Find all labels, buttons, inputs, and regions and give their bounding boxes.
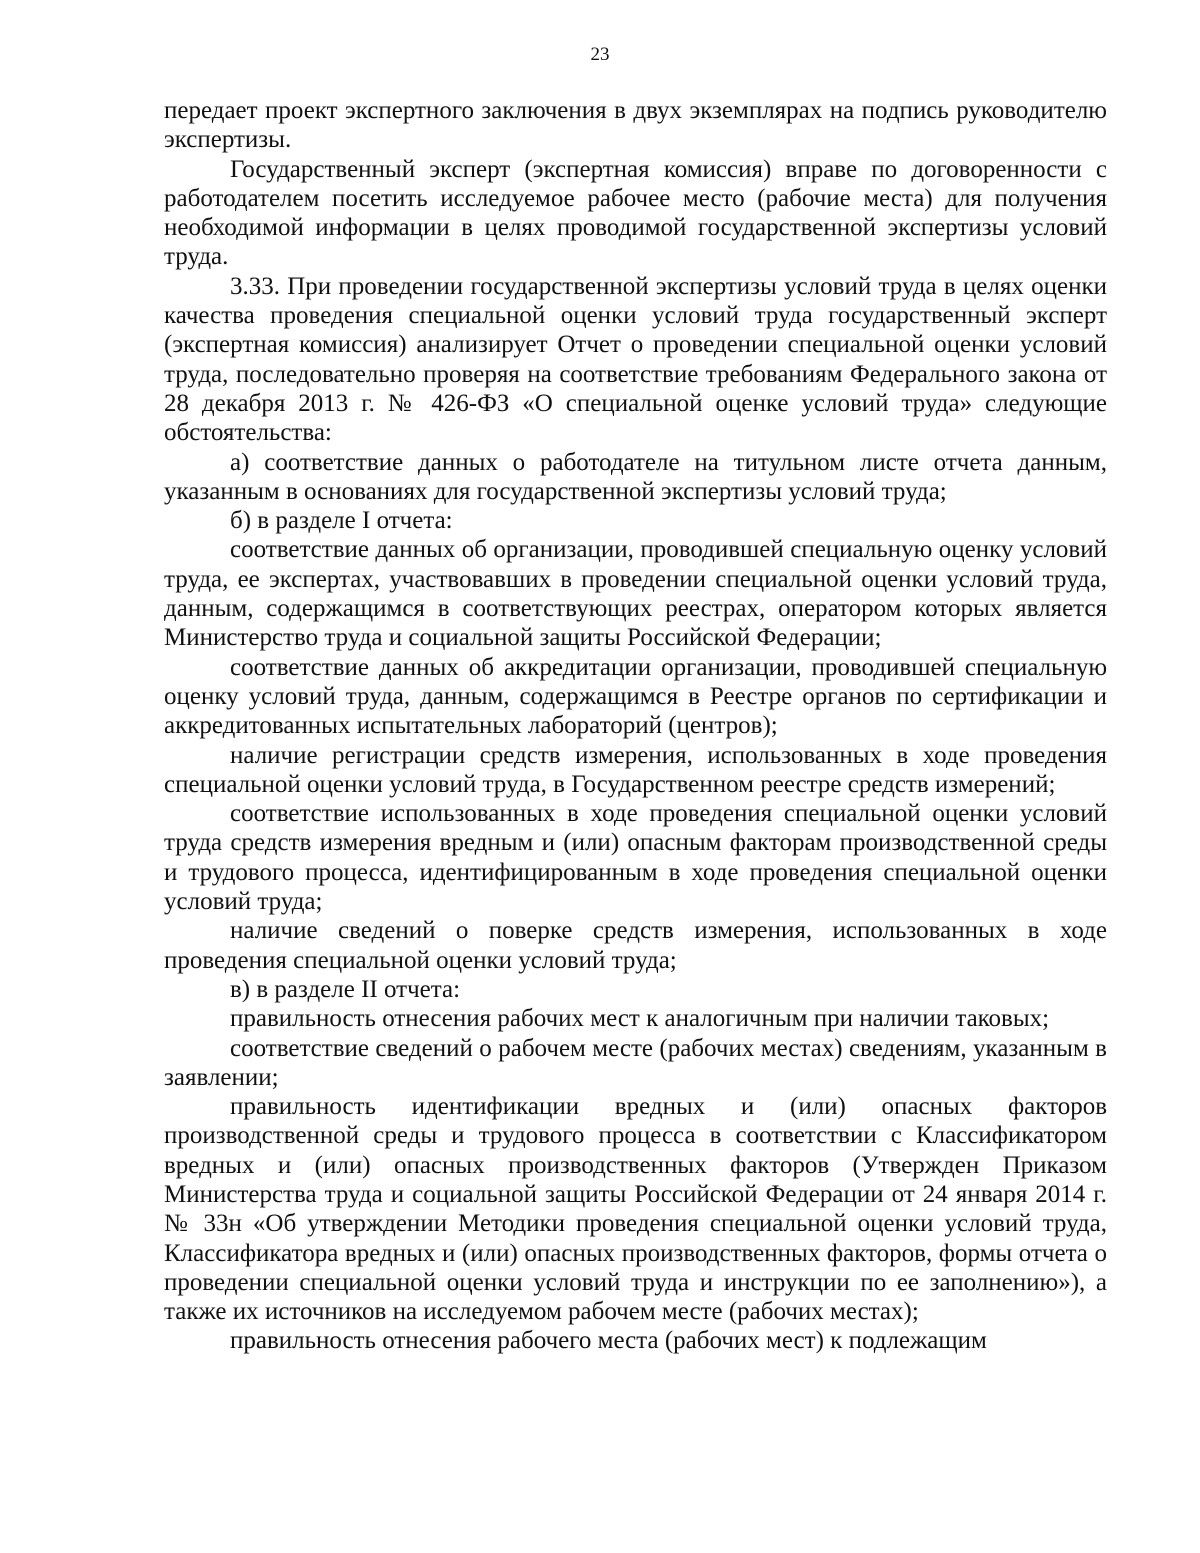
paragraph-registration: наличие регистрации средств измерения, использованных в ходе проведения специальной оценки условий труда, в Государственном реестре средств измерений; bbox=[164, 741, 1107, 798]
paragraph-3-33: 3.33. При проведении государственной экспертизы условий труда в целях оценки качества проведения специальной оценки условий труда государственный эксперт (экспертная комиссия) анализирует Отчет о проведении специальной оценки условий труда, последовательно проверяя на соответствие требованиям Федерального закона от 28 декабря 2013 г. № 426-ФЗ «О специальной оценке условий труда» следующие обстоятельства: bbox=[164, 272, 1107, 447]
document-body bbox=[164, 96, 1107, 1356]
paragraph-classification: правильность отнесения рабочего места (рабочих мест) к подлежащим bbox=[230, 1327, 987, 1355]
paragraph-workplace-info: соответствие сведений о рабочем месте (рабочих местах) сведениям, указанным в заявлении; bbox=[164, 1034, 1107, 1091]
paragraph-calibration: наличие сведений о поверке средств измерения, использованных в ходе проведения специальной оценки условий труда; bbox=[164, 917, 1107, 974]
paragraph-expert-visit: Государственный эксперт (экспертная комиссия) вправе по договоренности с работодателем посетить исследуемое рабочее место (рабочие места) для получения необходимой информации в целях проводимой государственной экспертизы условий труда. bbox=[164, 155, 1107, 271]
paragraph-continuation: передает проект экспертного заключения в двух экземплярах на подпись руководителю экспертизы. bbox=[164, 97, 1107, 154]
page-number: 23 bbox=[590, 44, 610, 65]
paragraph-measurement-conformity: соответствие использованных в ходе проведения специальной оценки условий труда средств измерения вредным и (или) опасным факторам производственной среды и трудового процесса, идентифицированным в ходе проведения специальной оценки условий труда; bbox=[164, 800, 1107, 916]
paragraph-identification: правильность идентификации вредных и (или) опасных факторов производственной среды и трудового процесса в соответствии с Классификатором вредных и (или) опасных производственных факторов (Утвержден Приказом Министерства труда и социальной защиты Российской Федерации от 24 января 2014 г. № 33н «Об утверждении Методики проведения специальной оценки условий труда, Классификатора вредных и (или) опасных производственных факторов, формы отчета о проведении специальной оценки условий труда и инструкции по ее заполнению»), а также их источников на исследуемом рабочем месте (рабочих местах); bbox=[164, 1093, 1107, 1326]
paragraph-item-a: а) соответствие данных о работодателе на титульном листе отчета данным, указанным в основаниях для государственной экспертизы условий труда; bbox=[164, 448, 1107, 505]
paragraph-org-data: соответствие данных об организации, проводившей специальную оценку условий труда, ее экспертах, участвовавших в проведении специальной оценки условий труда, данным, содержащимся в соответствующих реестрах, оператором которых является Министерство труда и социальной защиты Российской Федерации; bbox=[164, 536, 1107, 652]
paragraph-item-v: в) в разделе II отчета: bbox=[230, 975, 461, 1003]
paragraph-analogous: правильность отнесения рабочих мест к аналогичным при наличии таковых; bbox=[230, 1005, 1050, 1033]
paragraph-item-b: б) в разделе I отчета: bbox=[230, 507, 453, 535]
paragraph-accreditation: соответствие данных об аккредитации организации, проводившей специальную оценку условий труда, данным, содержащимся в Реестре органов по сертификации и аккредитованных испытательных лабораторий (центров); bbox=[164, 653, 1107, 740]
